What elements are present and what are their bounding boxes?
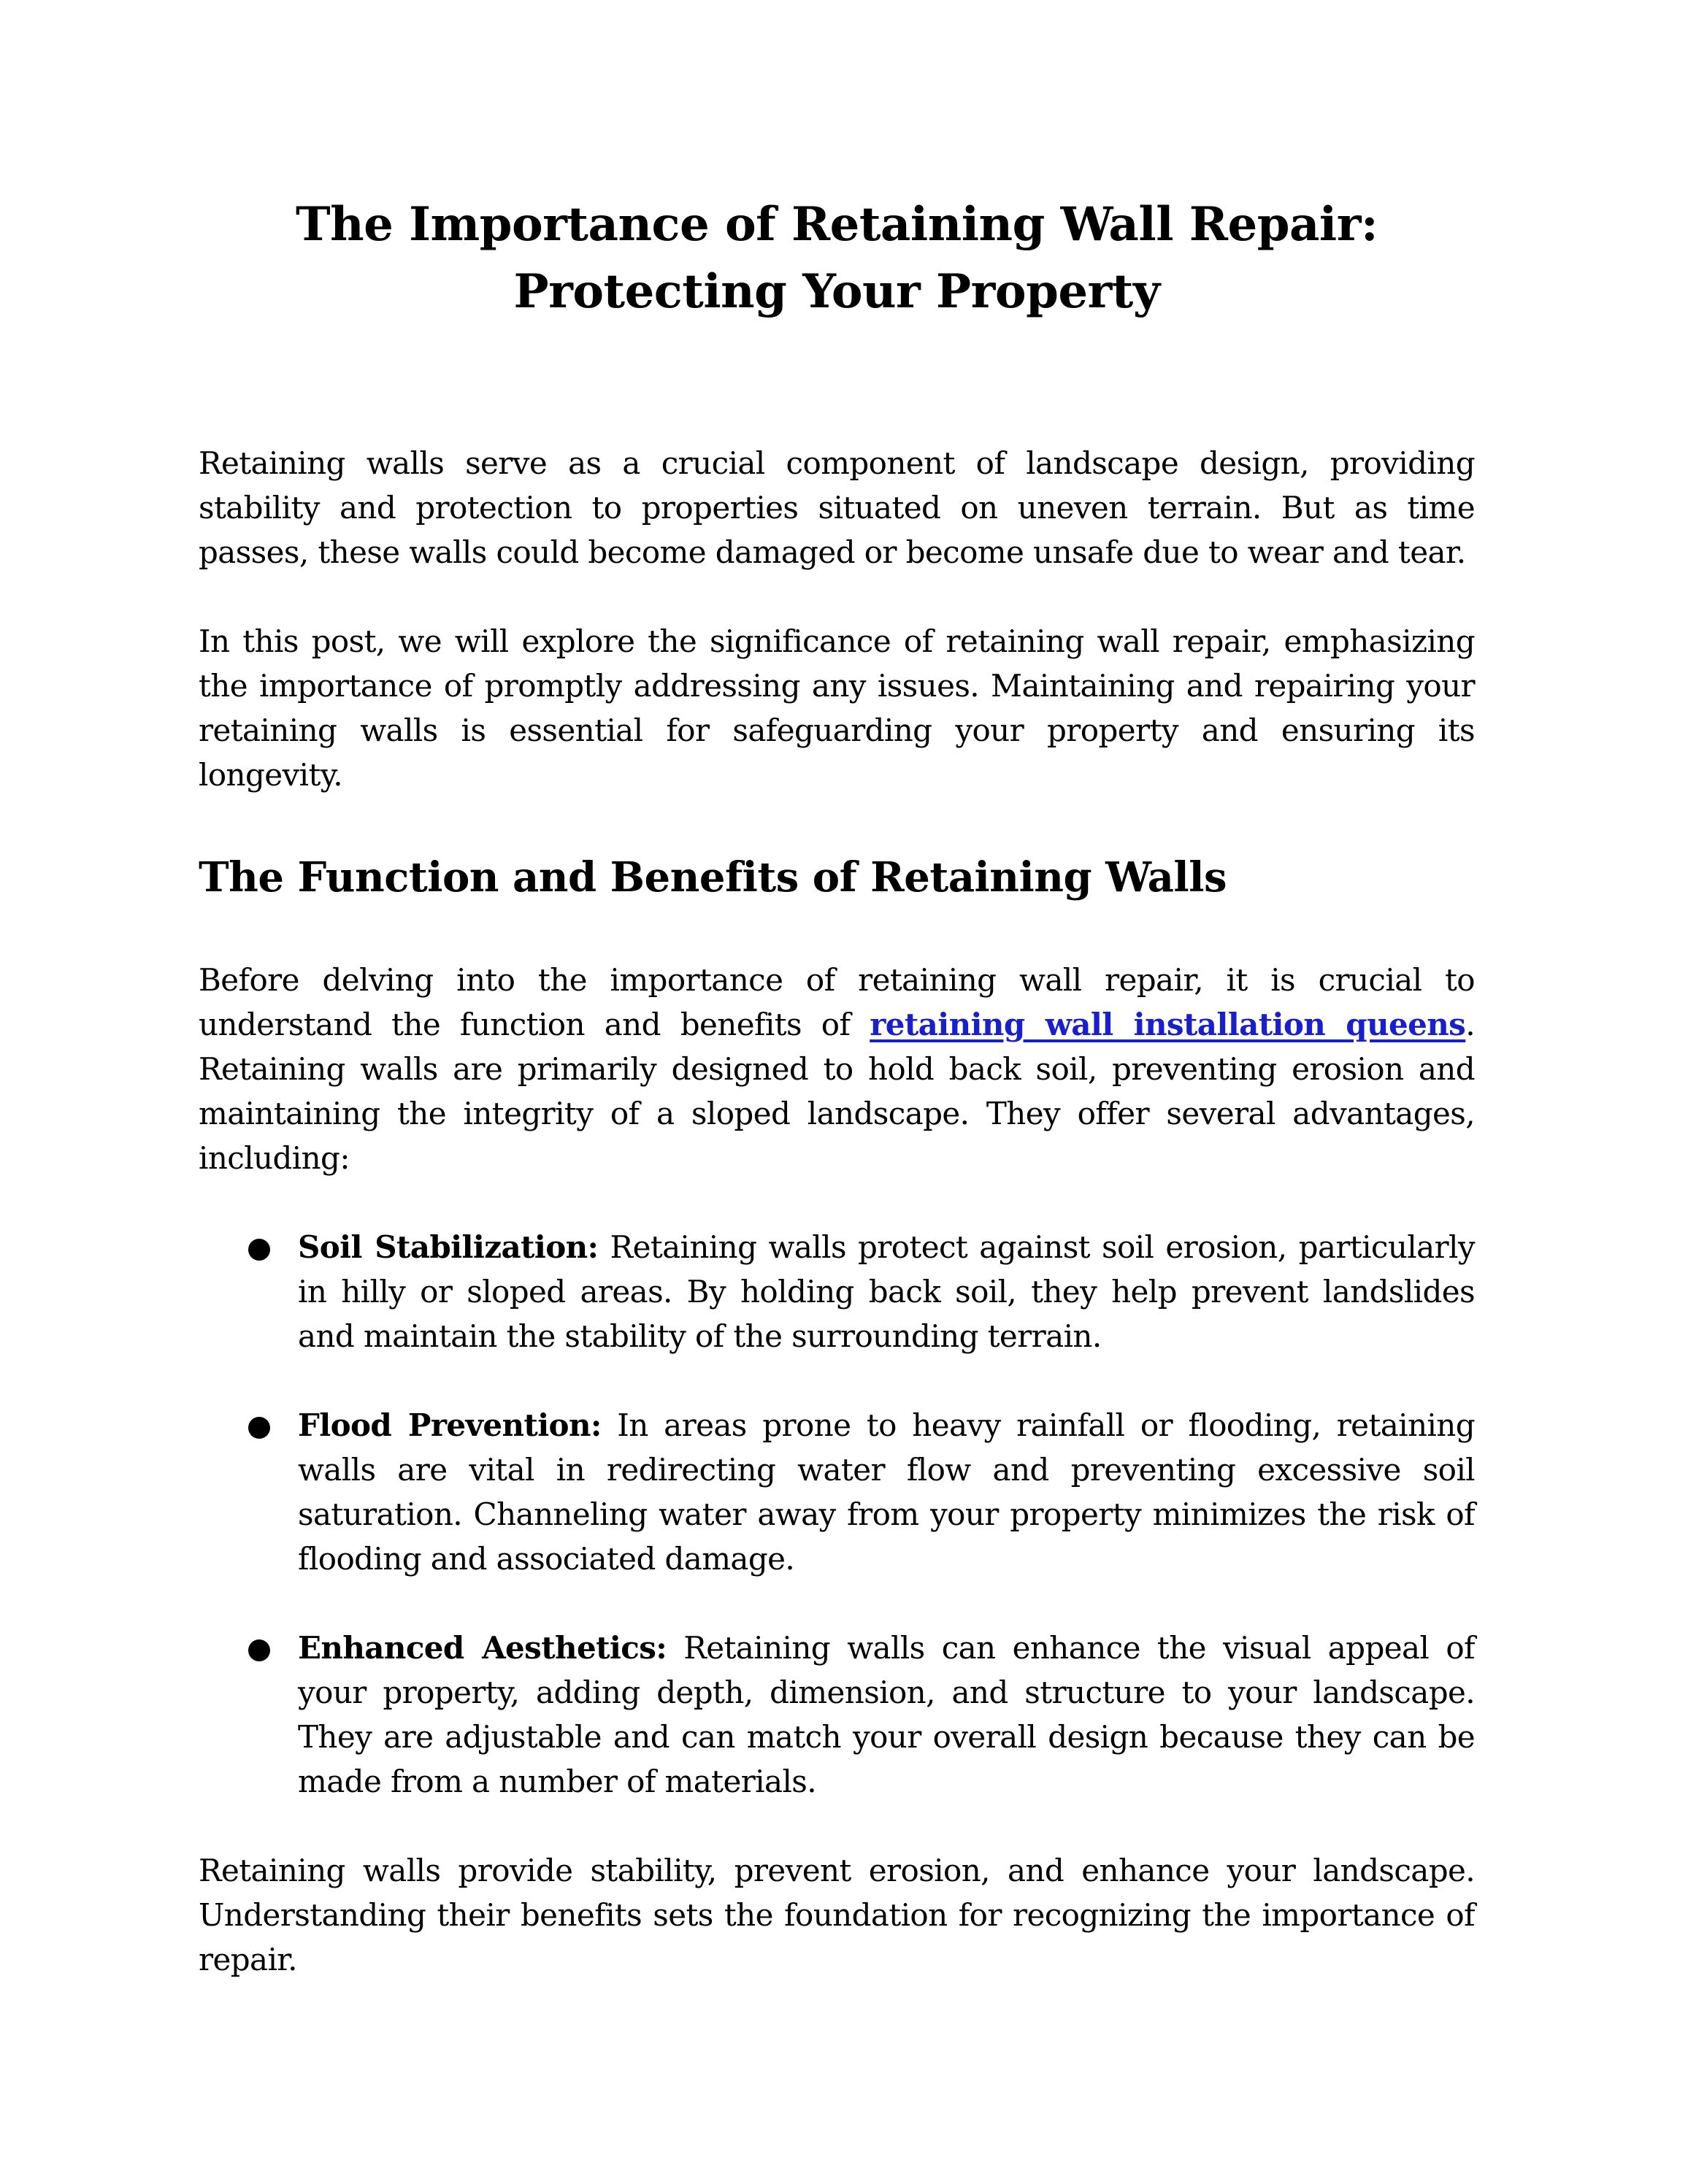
intro-paragraph-2: In this post, we will explore the significance of retaining wall repair, emphasizing the importance of promptly addressing any issues. Maintaining and repairing your retaining walls is essential for safeguarding your property and ensuring its longevity. <box>199 623 1475 793</box>
section-heading: The Function and Benefits of Retaining Walls <box>199 853 1227 901</box>
benefit-flood-prevention <box>199 1403 1475 1581</box>
intro-paragraph-1: Retaining walls serve as a crucial component of landscape design, providing stability and protection to properties situated on uneven terrain. But as time passes, these walls could become damaged or become unsafe due to wear and tear. <box>199 445 1475 570</box>
benefit-enhanced-aesthetics <box>199 1626 1475 1804</box>
function-paragraph-tail: . Retaining walls are primarily designed to hold back soil, preventing erosion and maintaining the integrity of a sloped landscape. They offer several advantages, including: <box>199 1007 1475 1176</box>
bullet-icon <box>248 1639 270 1661</box>
benefit-description: In areas prone to heavy rainfall or flooding, retaining walls are vital in redirecting water flow and preventing excessive soil saturation. Channeling water away from your property minimizes the risk of flooding and associated damage. <box>298 1407 1475 1577</box>
benefit-label: Soil Stabilization: <box>298 1229 599 1265</box>
benefit-soil-stabilization <box>199 1225 1475 1358</box>
function-paragraph-lead: Before delving into the importance of retaining wall repair, it is crucial to understand the function and benefits of <box>199 962 1475 1042</box>
retaining-wall-installation-link[interactable]: retaining wall installation queens <box>870 1007 1466 1042</box>
closing-paragraph: Retaining walls provide stability, prevent erosion, and enhance your landscape. Understanding their benefits sets the foundation for recognizing the importance of repair. <box>199 1853 1475 1977</box>
benefit-description: Retaining walls protect against soil erosion, particularly in hilly or sloped areas. By holding back soil, they help prevent landslides and maintain the stability of the surrounding terrain. <box>298 1229 1475 1354</box>
benefit-description: Retaining walls can enhance the visual appeal of your property, adding depth, dimension, and structure to your landscape. They are adjustable and can match your overall design because they can be made from a number of materials. <box>298 1630 1475 1799</box>
page-title: The Importance of Retaining Wall Repair: Protecting Your Property <box>295 197 1378 319</box>
bullet-icon <box>248 1239 270 1261</box>
benefit-text <box>298 1225 1475 1358</box>
function-paragraph <box>199 958 1475 1180</box>
benefits-list <box>199 1225 1475 1804</box>
benefit-text <box>298 1403 1475 1581</box>
benefit-label: Enhanced Aesthetics: <box>298 1630 667 1666</box>
benefit-label: Flood Prevention: <box>298 1407 602 1443</box>
document-page <box>199 191 1475 1982</box>
benefit-text <box>298 1626 1475 1804</box>
bullet-icon <box>248 1417 270 1439</box>
